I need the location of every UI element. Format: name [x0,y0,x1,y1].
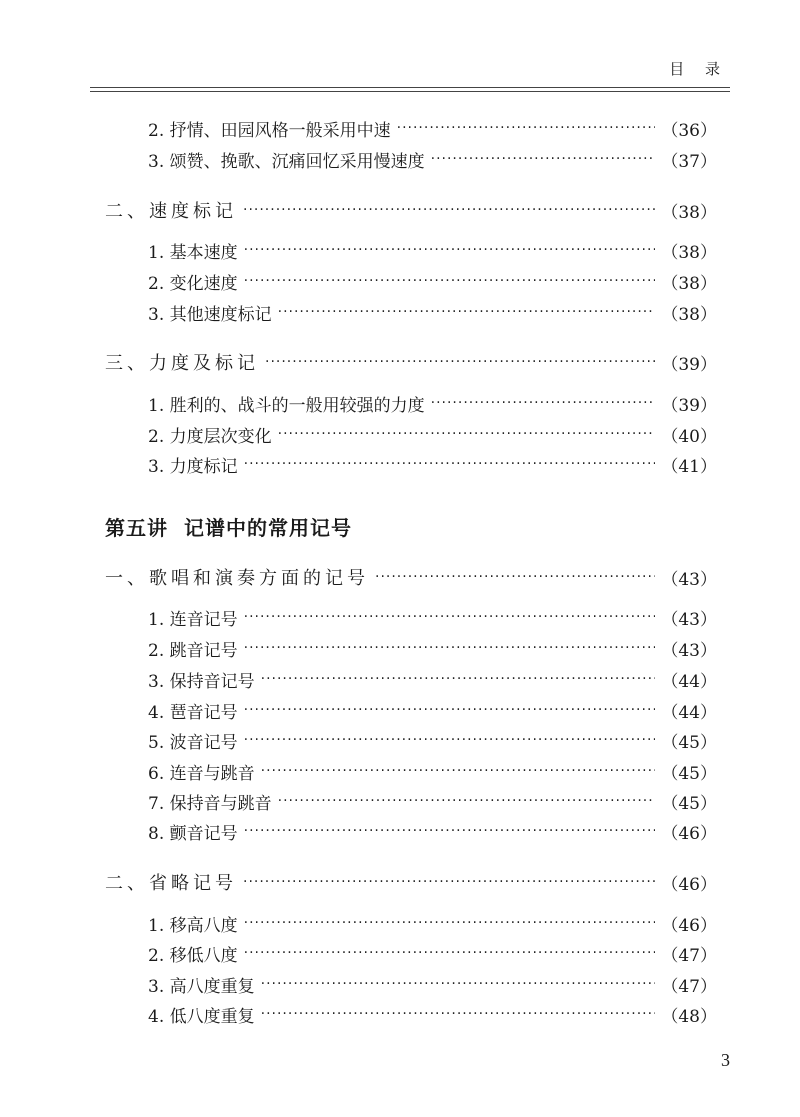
toc-entry-page: （44） [661,671,717,692]
toc-entry-page: （40） [661,426,717,447]
toc-entry-page: （43） [661,609,717,630]
toc-entry-page: （38） [661,273,717,294]
toc-entry-label: 6. 连音与跳音 [148,763,255,784]
toc-entry-page: （46） [661,823,717,844]
toc-entry[interactable] [148,451,717,477]
toc-entry[interactable] [148,1001,717,1027]
leader-dots [243,873,655,891]
toc-section-page: （46） [661,874,717,895]
toc-entry-page: （45） [661,793,717,814]
toc-entry-label: 8. 颤音记号 [148,823,238,844]
toc-entry-page: （46） [661,915,717,936]
toc-entry-label: 2. 移低八度 [148,945,238,966]
toc-entry-label: 4. 低八度重复 [148,1006,255,1027]
leader-dots [261,670,656,688]
toc-entry-page: （38） [661,242,717,263]
toc-entry-label: 1. 基本速度 [148,242,238,263]
toc-entry[interactable] [148,390,717,416]
running-header-title: 目 录 [669,60,728,78]
toc-entry-page: （39） [661,395,717,416]
toc-entry-label: 3. 保持音记号 [148,671,255,692]
toc-entry[interactable] [148,910,717,936]
toc-entry-label: 3. 力度标记 [148,456,238,477]
toc-section-page: （39） [661,354,717,375]
leader-dots [278,792,656,810]
toc-section[interactable] [105,349,717,375]
toc-section-label: 三、力度及标记 [105,353,259,374]
toc-section-label: 二、省略记号 [105,873,237,894]
toc-entry-page: （45） [661,732,717,753]
toc-entry-label: 3. 高八度重复 [148,976,255,997]
toc-section[interactable] [105,869,717,895]
toc-entry[interactable] [148,727,717,753]
leader-dots [244,608,656,626]
leader-dots [397,119,656,137]
leader-dots [278,303,656,321]
toc-entry-page: （36） [661,120,717,141]
toc-entry[interactable] [148,971,717,997]
leader-dots [265,353,655,371]
leader-dots [261,762,656,780]
toc-entry-page: （47） [661,945,717,966]
toc-section-label: 二、速度标记 [105,201,237,222]
toc-section-page: （38） [661,202,717,223]
toc-entry[interactable] [148,788,717,814]
leader-dots [244,731,656,749]
toc-entry-page: （44） [661,702,717,723]
toc-entry[interactable] [148,635,717,661]
leader-dots [431,150,656,168]
toc-entry-page: （43） [661,640,717,661]
toc-entry-label: 2. 跳音记号 [148,640,238,661]
lecture-heading[interactable] [105,512,352,541]
toc-entry-label: 1. 移高八度 [148,915,238,936]
toc-entry-page: （45） [661,763,717,784]
toc-entry-page: （38） [661,304,717,325]
page-number: 3 [721,1050,730,1070]
toc-entry[interactable] [148,299,717,325]
toc-entry-label: 2. 力度层次变化 [148,426,272,447]
toc-entry[interactable] [148,940,717,966]
leader-dots [244,272,656,290]
leader-dots [244,241,656,259]
leader-dots [261,1005,656,1023]
toc-entry[interactable] [148,268,717,294]
leader-dots [375,568,655,586]
lecture-number: 第五讲 [105,516,168,540]
leader-dots [244,701,656,719]
leader-dots [244,822,656,840]
toc-entry-page: （47） [661,976,717,997]
toc-entry[interactable] [148,697,717,723]
toc-entry-label: 3. 颂赞、挽歌、沉痛回忆采用慢速度 [148,151,425,172]
toc-entry-page: （41） [661,456,717,477]
leader-dots [244,914,656,932]
toc-entry-label: 2. 抒情、田园风格一般采用中速 [148,120,391,141]
toc-entry[interactable] [148,146,717,172]
leader-dots [244,944,656,962]
toc-entry-label: 7. 保持音与跳音 [148,793,272,814]
leader-dots [244,639,656,657]
toc-entry-page: （48） [661,1006,717,1027]
toc-entry-label: 3. 其他速度标记 [148,304,272,325]
toc-entry-page: （37） [661,151,717,172]
toc-section[interactable] [105,564,717,590]
toc-entry[interactable] [148,237,717,263]
toc-section[interactable] [105,197,717,223]
toc-entry-label: 2. 变化速度 [148,273,238,294]
toc-section-page: （43） [661,569,717,590]
toc-entry[interactable] [148,115,717,141]
leader-dots [261,975,656,993]
leader-dots [431,394,656,412]
toc-entry-label: 1. 胜利的、战斗的一般用较强的力度 [148,395,425,416]
toc-entry[interactable] [148,818,717,844]
leader-dots [244,455,656,473]
toc-entry-label: 5. 波音记号 [148,732,238,753]
toc-entry[interactable] [148,758,717,784]
toc-entry[interactable] [148,604,717,630]
toc-entry[interactable] [148,666,717,692]
toc-entry[interactable] [148,421,717,447]
toc-section-label: 一、歌唱和演奏方面的记号 [105,568,369,589]
lecture-title: 记谱中的常用记号 [184,516,352,540]
toc-entry-label: 4. 琶音记号 [148,702,238,723]
leader-dots [278,425,656,443]
leader-dots [243,201,655,219]
toc-entry-label: 1. 连音记号 [148,609,238,630]
